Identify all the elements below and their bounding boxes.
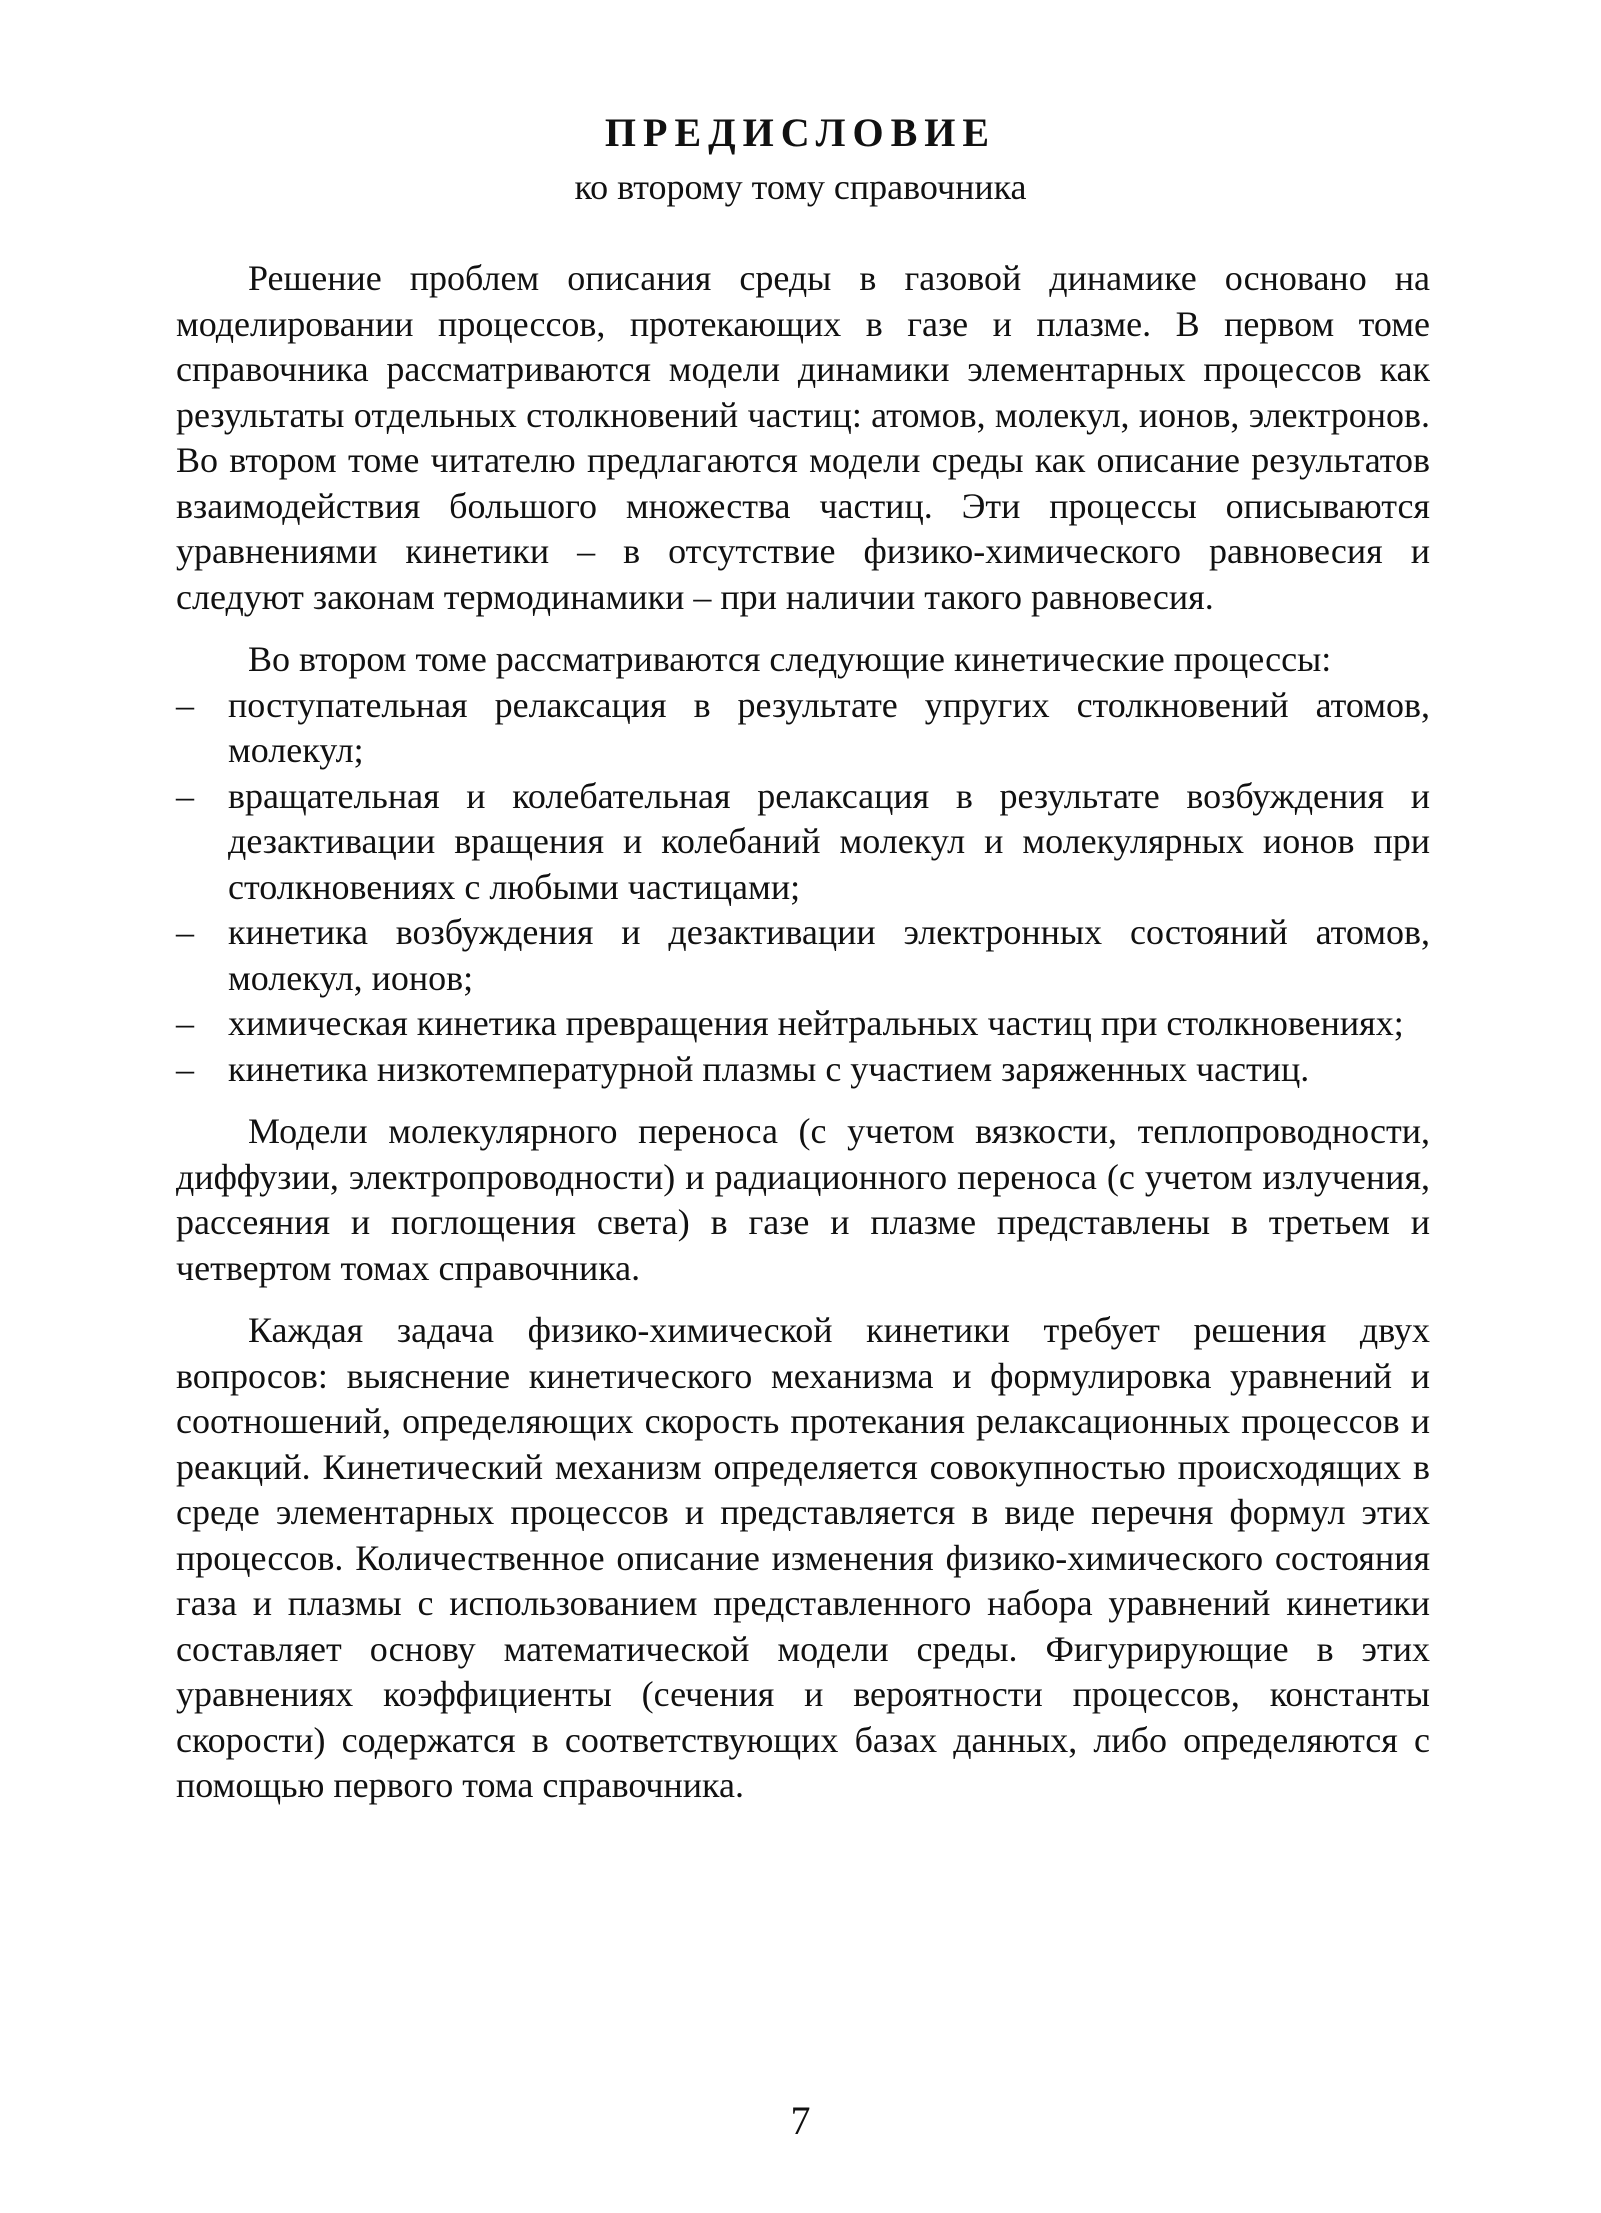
list-item [176, 910, 1430, 1001]
list-item [176, 1001, 1430, 1047]
paragraph-intro: Решение проблем описания среды в газовой динамике основано на моделировании процессов, протекающих в газе и плазме. В первом томе справочника рассматриваются модели динамики элементарных процессов как результаты отдельных столкновений частиц: атомов, молекул, ионов, электронов. Во втором томе читателю предлагаются модели среды как описание результатов взаимодействия большого множества частиц. Эти процессы описываются уравнениями кинетики – в отсутствие физико-химического равновесия и следуют законам термодинамики – при наличии такого равновесия. [176, 258, 1430, 617]
list-dash: – [176, 684, 194, 725]
list-dash: – [176, 912, 194, 952]
process-list [176, 683, 1430, 1093]
list-item-text: поступательная релаксация в результате упругих столкновений атомов, молекул; [228, 684, 1430, 770]
body-text [176, 256, 1430, 1809]
list-item [176, 683, 1430, 774]
list-item-text: кинетика низкотемпературной плазмы с участием заряженных частиц. [228, 1048, 1310, 1089]
page-subtitle: ко второму тому справочника [574, 167, 1027, 207]
page-title: ПРЕДИСЛОВИЕ [604, 110, 997, 155]
list-item-text: вращательная и колебательная релаксация в результате возбуждения и дезактивации вращения и колебаний молекул и молекулярных ионов при столкновениях с любыми частицами; [228, 775, 1430, 907]
paragraph-kinetics-task: Каждая задача физико-химической кинетики требует решения двух вопросов: выяснение кинетического механизма и формулировка уравнений и соотношений, определяющих скорость протекания релаксационных процессов и реакций. Кинетический механизм определяется совокупностью происходящих в среде элементарных процессов и представляется в виде перечня формул этих процессов. Количественное описание изменения физико-химического состояния газа и плазмы с использованием представленного набора уравнений кинетики составляет основу математической модели среды. Фигурирующие в этих уравнениях коэффициенты (сечения и вероятности процессов, константы скорости) содержатся в соответствующих базах данных, либо определяются с помощью первого тома справочника. [176, 1310, 1430, 1805]
list-item [176, 1047, 1430, 1093]
list-dash: – [176, 1003, 194, 1043]
list-dash: – [176, 1048, 194, 1089]
list-item [176, 774, 1430, 911]
page-number: 7 [790, 2098, 811, 2143]
paragraph-transport-models: Модели молекулярного переноса (с учетом вязкости, теплопроводности, диффузии, электропроводности) и радиационного переноса (с учетом излучения, рассеяния и поглощения света) в газе и плазме представлены в третьем и четвертом томах справочника. [176, 1111, 1430, 1288]
list-item-text: кинетика возбуждения и дезактивации электронных состояний атомов, молекул, ионов; [228, 912, 1430, 998]
paragraph-processes-lead: Во втором томе рассматриваются следующие кинетические процессы: [248, 639, 1332, 679]
list-item-text: химическая кинетика превращения нейтральных частиц при столкновениях; [228, 1003, 1404, 1043]
list-dash: – [176, 775, 194, 816]
